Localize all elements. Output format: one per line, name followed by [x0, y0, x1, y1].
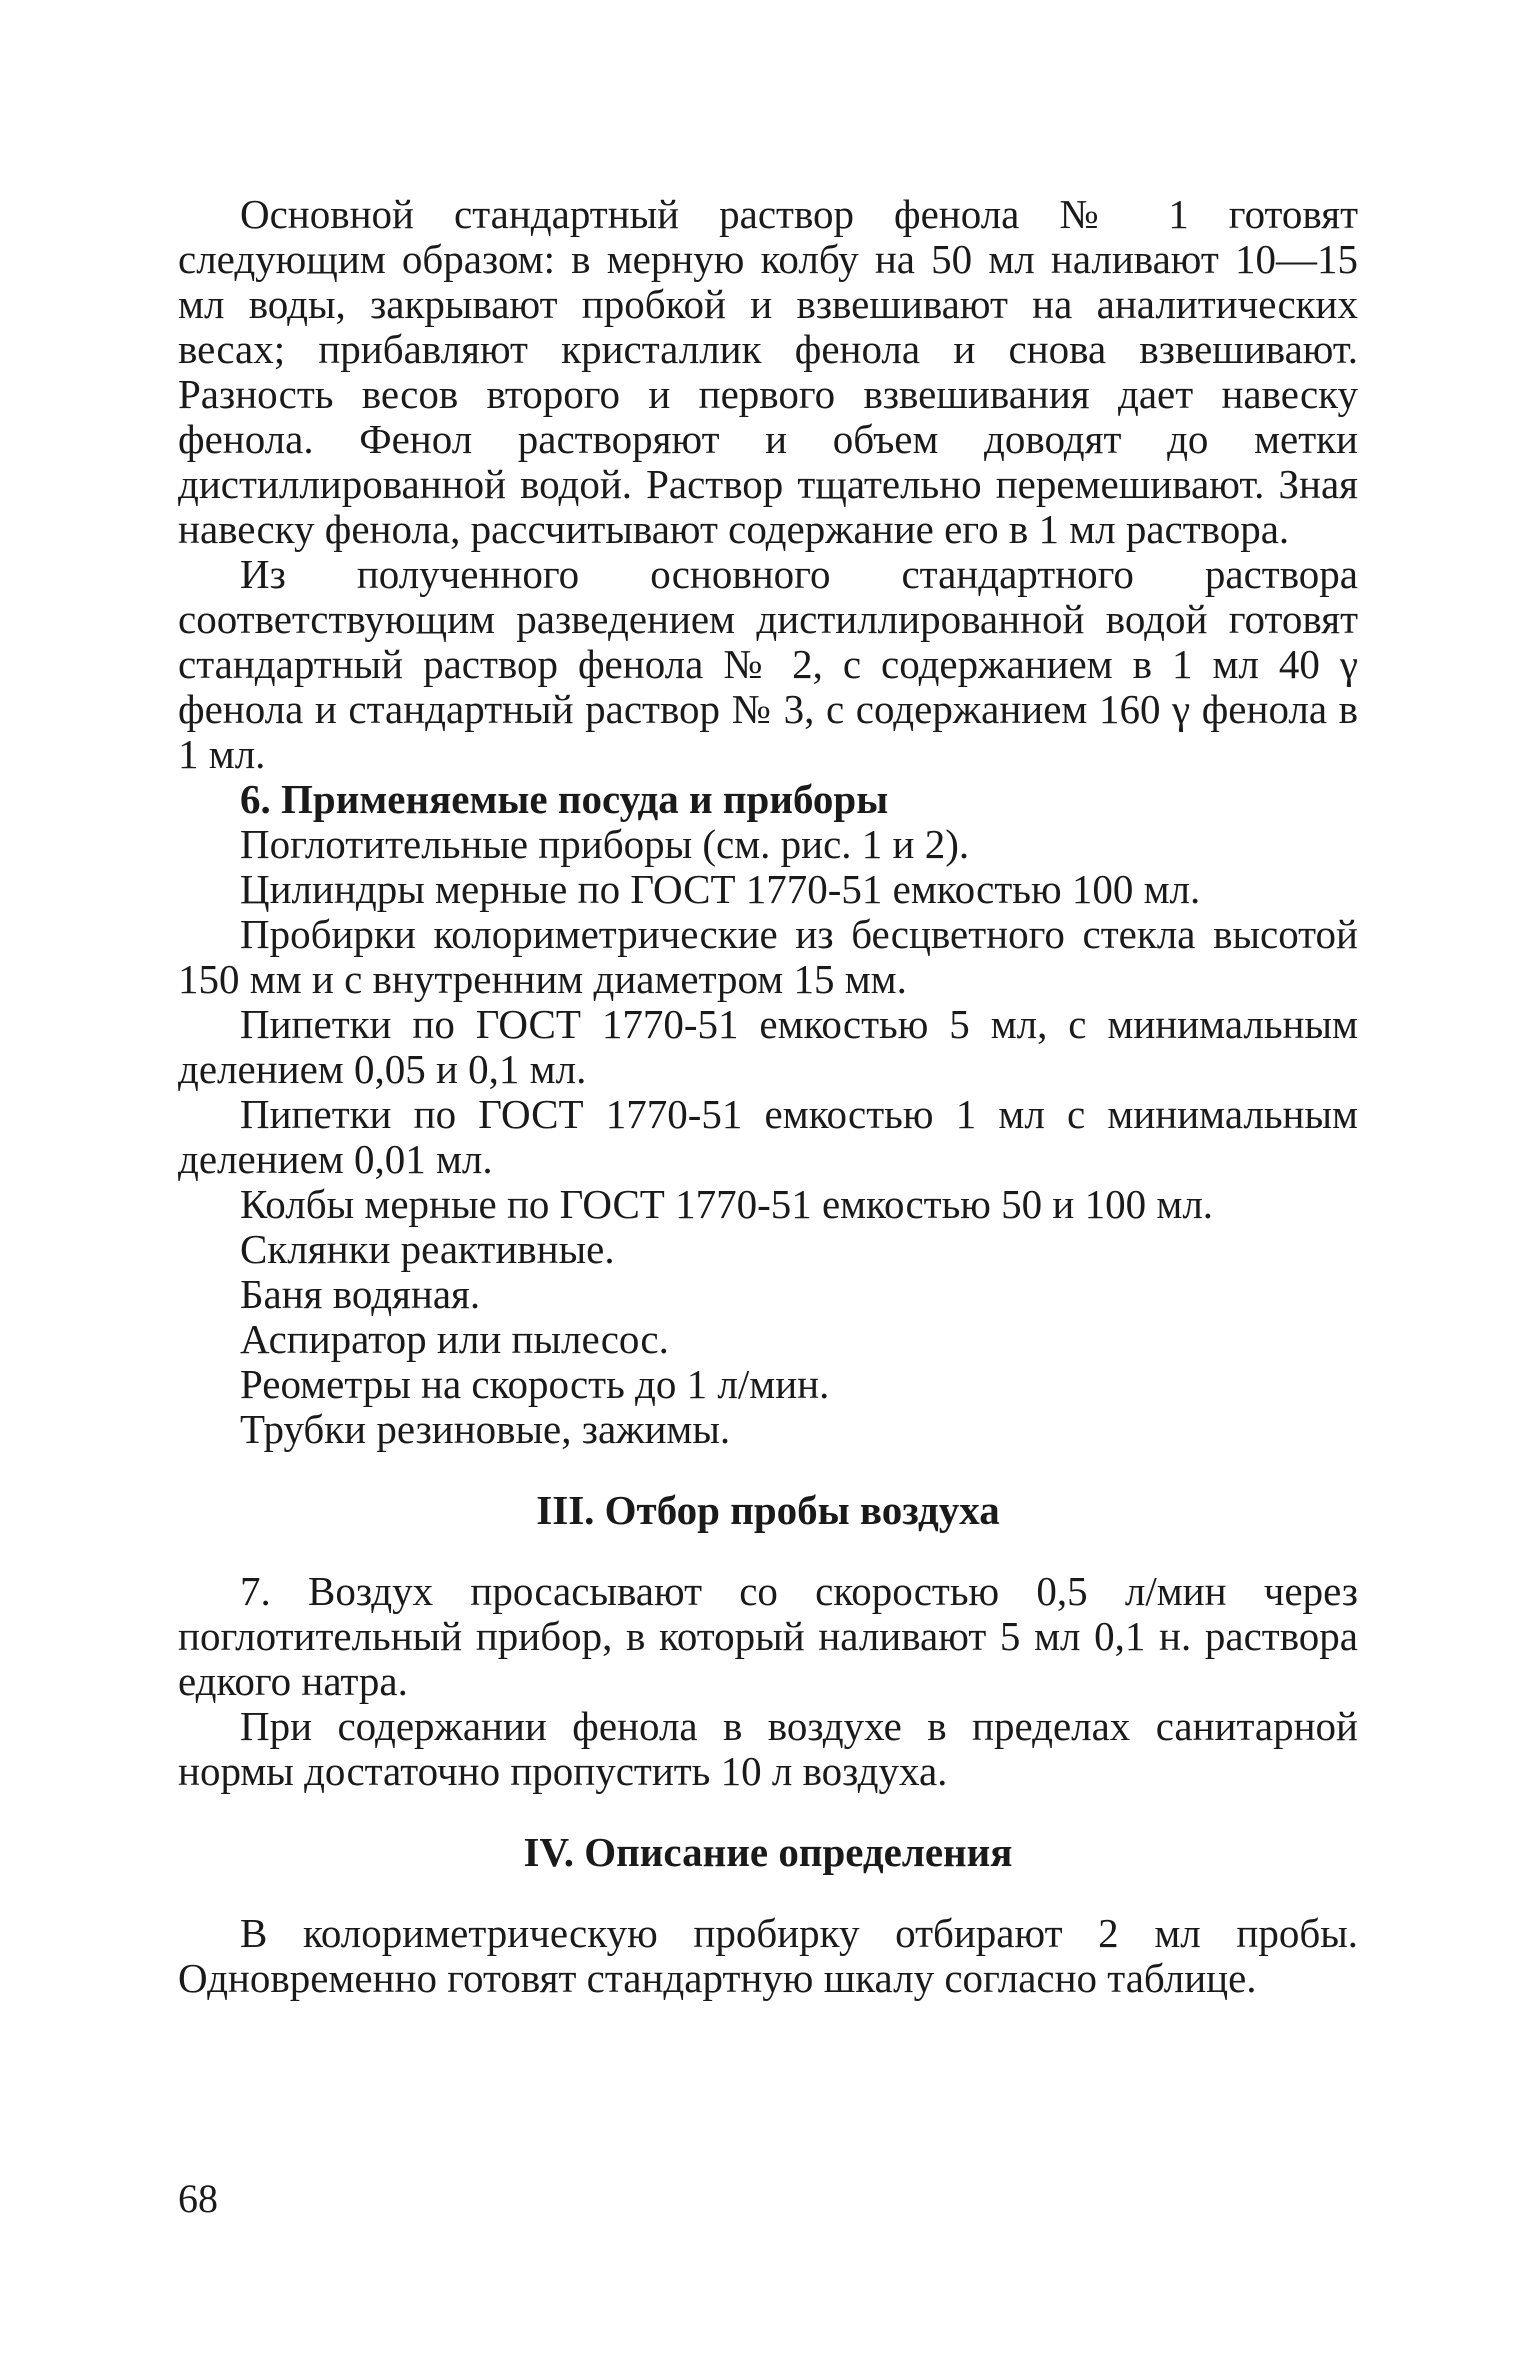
paragraph: При содержании фенола в воздухе в пределах санитарной нормы достаточно пропустить 10 л воздуха.	[178, 1703, 1358, 1794]
paragraph: Основной стандартный раствор фенола № 1 готовят следующим образом: в мерную колбу на 50 мл наливают 10—15 мл воды, закрывают пробкой и взвешивают на аналитических весах; прибавляют кристаллик фенола и снова взвешивают. Разность весов второго и первого взвешивания дает навеску фенола. Фенол растворяют и объем доводят до метки дистиллированной водой. Раствор тщательно перемешивают. Зная навеску фенола, рассчитывают содержание его в 1 мл раствора.	[178, 191, 1358, 552]
equipment-item: Колбы мерные по ГОСТ 1770-51 емкостью 50 и 100 мл.	[240, 1181, 1214, 1227]
paragraph: Из полученного основного стандартного раствора соответствующим разведением дистиллированной водой готовят стандартный раствор фенола № 2, с содержанием в 1 мл 40 γ фенола и стандартный раствор № 3, с содержанием 160 γ фенола в 1 мл.	[178, 551, 1358, 777]
equipment-item: Цилиндры мерные по ГОСТ 1770-51 емкостью 100 мл.	[240, 866, 1201, 912]
equipment-item: Поглотительные приборы (см. рис. 1 и 2).	[240, 821, 970, 867]
equipment-item: Реометры на скорость до 1 л/мин.	[240, 1361, 830, 1407]
page-text-block	[178, 192, 1358, 2001]
equipment-item: Склянки реактивные.	[240, 1226, 615, 1272]
paragraph: В колориметрическую пробирку отбирают 2 мл пробы. Одновременно готовят стандартную шкалу согласно таблице.	[178, 1910, 1358, 2001]
equipment-item: Пробирки колориметрические из бесцветного стекла высотой 150 мм и с внутренним диаметром 15 мм.	[178, 911, 1358, 1002]
section-iii-heading: III. Отбор пробы воздуха	[536, 1487, 1000, 1533]
equipment-item: Баня водяная.	[240, 1271, 481, 1317]
equipment-item: Аспиратор или пылесос.	[240, 1316, 669, 1362]
page-number: 68	[178, 2176, 218, 2221]
section-6-heading: 6. Применяемые посуда и приборы	[240, 776, 889, 822]
equipment-item: Трубки резиновые, зажимы.	[240, 1406, 731, 1452]
paragraph: 7. Воздух просасывают со скоростью 0,5 л/мин через поглотительный прибор, в который наливают 5 мл 0,1 н. раствора едкого натра.	[178, 1568, 1358, 1704]
equipment-item: Пипетки по ГОСТ 1770-51 емкостью 1 мл с минимальным делением 0,01 мл.	[178, 1091, 1358, 1182]
section-iv-heading: IV. Описание определения	[523, 1829, 1013, 1875]
equipment-item: Пипетки по ГОСТ 1770-51 емкостью 5 мл, с минимальным делением 0,05 и 0,1 мл.	[178, 1001, 1358, 1092]
